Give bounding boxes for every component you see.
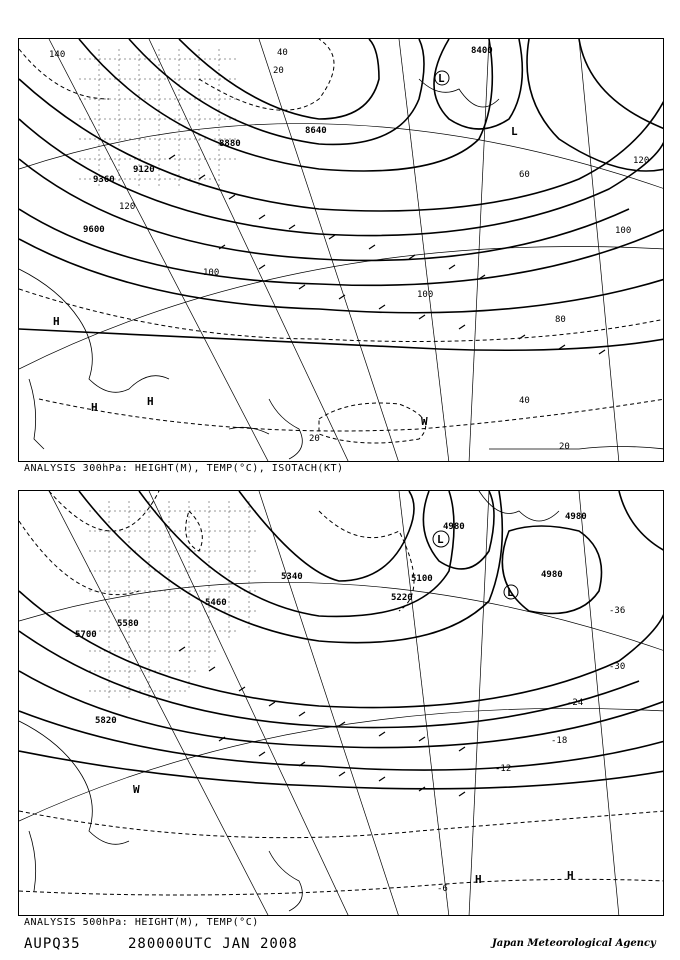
height-label: 5580 xyxy=(117,619,139,629)
high-center-label: H xyxy=(53,315,60,328)
height-label: 9120 xyxy=(133,165,155,175)
isotach-label: 100 xyxy=(417,290,434,300)
height-label: 9600 xyxy=(83,225,105,235)
temperature-label: -12 xyxy=(495,764,512,774)
height-labels xyxy=(75,512,587,726)
coastlines xyxy=(19,79,664,459)
low-center-label: L xyxy=(507,586,514,599)
warm-center-label: W xyxy=(133,783,140,796)
low-center-label: L xyxy=(438,72,445,85)
caption-500hpa: ANALYSIS 500hPa: HEIGHT(M), TEMP(°C) xyxy=(24,917,259,928)
height-label: 8880 xyxy=(219,139,241,149)
height-labels xyxy=(83,46,493,235)
temperature-label: -30 xyxy=(609,662,626,672)
height-label: 9360 xyxy=(93,175,115,185)
isotach-label: 20 xyxy=(273,66,284,76)
station-plots xyxy=(179,647,465,796)
height-label: 4980 xyxy=(443,522,465,532)
high-center-label: H xyxy=(475,873,482,886)
isotach-contours xyxy=(19,39,664,443)
isotach-label: 60 xyxy=(519,170,530,180)
isotherm-contours xyxy=(19,491,664,895)
height-label: 5100 xyxy=(411,574,433,584)
analysis-500hpa-map xyxy=(18,490,664,916)
height-label: 5220 xyxy=(391,593,413,603)
height-label: 5460 xyxy=(205,598,227,608)
isotach-labels xyxy=(49,48,649,452)
temperature-label: -24 xyxy=(567,698,584,708)
chart-code: AUPQ35 xyxy=(24,936,81,952)
isotach-label: 100 xyxy=(203,268,220,278)
analysis-300hpa-map xyxy=(18,38,664,462)
isotach-label: 40 xyxy=(519,396,530,406)
warm-center-label: W xyxy=(421,415,428,428)
height-label: 5820 xyxy=(95,716,117,726)
isotach-label: 20 xyxy=(559,442,570,452)
isotach-label: 20 xyxy=(309,434,320,444)
isotach-label: 120 xyxy=(633,156,650,166)
low-center-label: L xyxy=(511,125,518,138)
caption-300hpa: ANALYSIS 300hPa: HEIGHT(M), TEMP(°C), ISOTACH(KT) xyxy=(24,463,344,474)
graticule xyxy=(19,39,664,462)
pressure-centers xyxy=(53,71,518,428)
map-500hpa-svg xyxy=(19,491,664,916)
isotach-label: 120 xyxy=(119,202,136,212)
high-center-label: H xyxy=(147,395,154,408)
isotach-label: 140 xyxy=(49,50,66,60)
temperature-label: -36 xyxy=(609,606,626,616)
isotach-label: 100 xyxy=(615,226,632,236)
agency-name: Japan Meteorological Agency xyxy=(492,938,656,949)
height-label: 8640 xyxy=(305,126,327,136)
station-plots xyxy=(169,155,605,354)
low-center-label: L xyxy=(437,533,444,546)
isotach-label: 80 xyxy=(555,315,566,325)
height-label: 5700 xyxy=(75,630,97,640)
isotach-label: 40 xyxy=(277,48,288,58)
height-label: 4980 xyxy=(565,512,587,522)
temperature-labels xyxy=(437,606,625,894)
temperature-label: -6 xyxy=(437,884,448,894)
map-300hpa-svg xyxy=(19,39,664,462)
height-label: 5340 xyxy=(281,572,303,582)
height-contours xyxy=(19,39,664,350)
valid-time: 280000UTC JAN 2008 xyxy=(128,936,298,952)
height-label: 4980 xyxy=(541,570,563,580)
high-center-label: H xyxy=(91,401,98,414)
high-center-label: H xyxy=(567,869,574,882)
temperature-label: -18 xyxy=(551,736,568,746)
height-label: 8400 xyxy=(471,46,493,56)
